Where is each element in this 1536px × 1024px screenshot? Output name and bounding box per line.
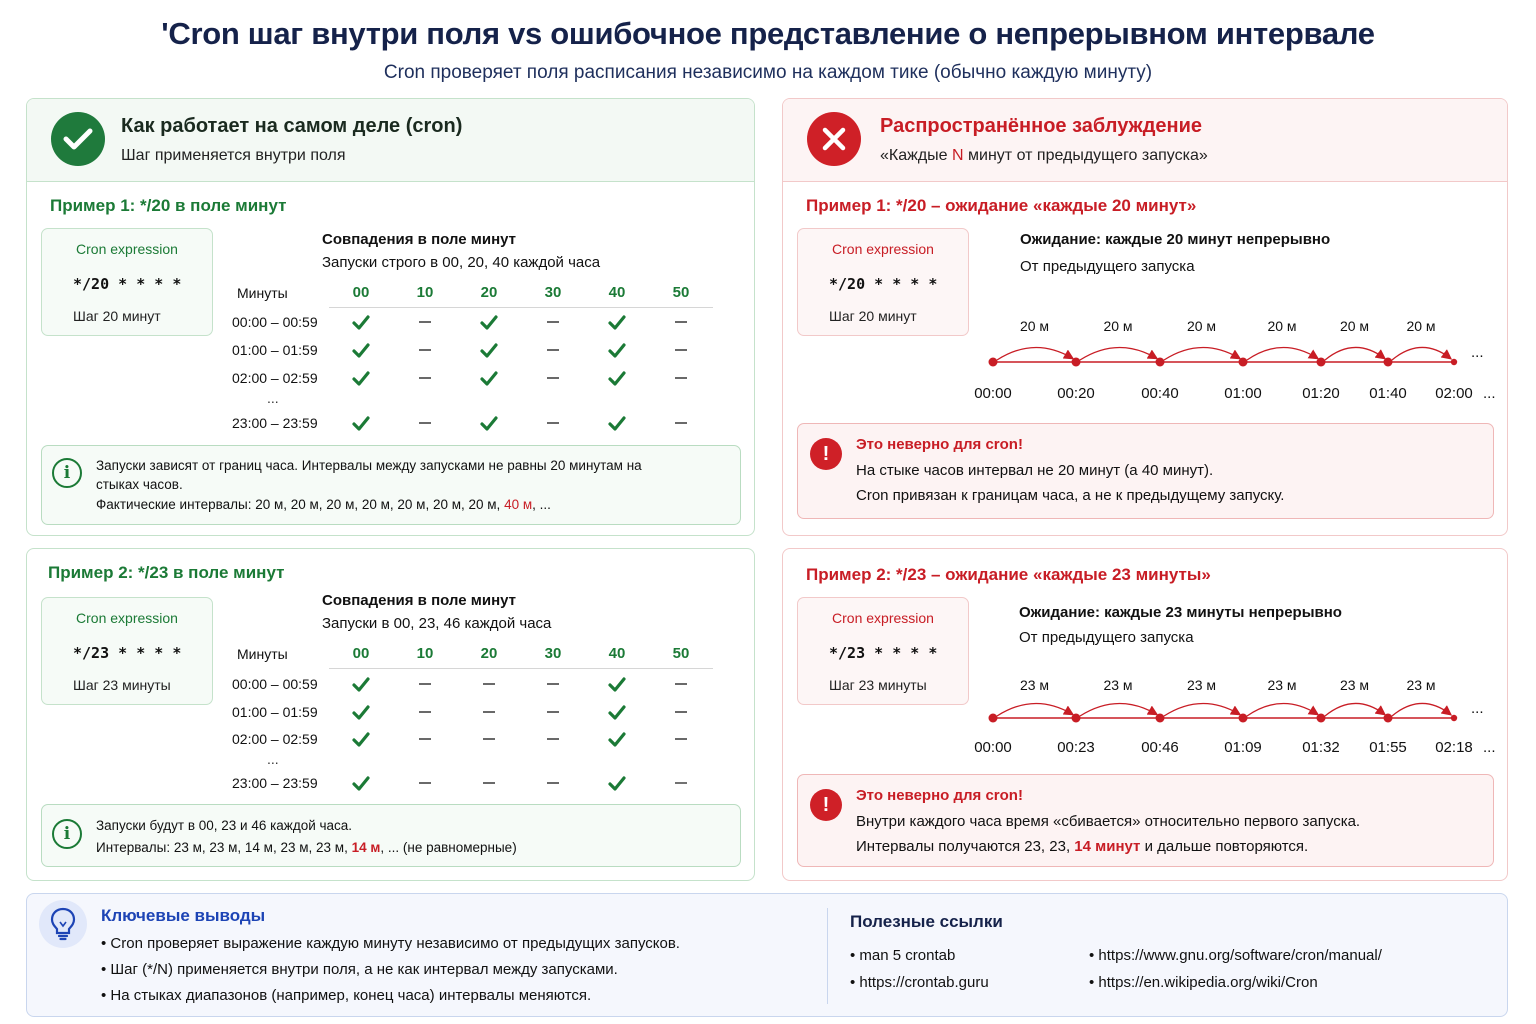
interval-arrow [1392,703,1450,716]
hour-range-label: 23:00 – 23:59 [232,775,318,791]
right-head-sub: минут от предыдущего запуска» [968,147,1208,164]
run-time-label: 00:00 [974,739,1012,756]
interval-arrow [1080,347,1156,360]
expr-code: */20 * * * * [73,275,182,293]
dash-icon [533,730,573,747]
check-icon [341,369,381,386]
dash-icon [405,313,445,330]
warning-title: Это неверно для cron! [856,436,1023,453]
interval-arrow [1164,347,1239,360]
info-line: , ... [532,497,551,512]
n-highlight: N [952,147,964,164]
right-ex2-exp-sub: От предыдущего запуска [1019,629,1194,646]
timeline-svg [783,658,1483,778]
check-icon [469,369,509,386]
check-icon [341,341,381,358]
expr-step: Шаг 20 минут [829,308,917,324]
check-icon [597,414,637,431]
run-point [1072,714,1081,723]
run-time-label: 02:18 [1435,739,1473,756]
left-ex1-info [41,445,741,525]
hour-range-label: 01:00 – 01:59 [232,342,318,358]
check-icon [341,414,381,431]
left-top-panel [26,98,755,536]
expr-label: Cron expression [832,610,934,626]
run-point [1156,714,1165,723]
run-point [1451,359,1457,365]
dash-icon [405,414,445,431]
dash-icon [469,730,509,747]
check-icon [597,341,637,358]
info-line: стыках часов. [96,477,183,492]
check-icon [597,730,637,747]
left-ex2-expr-card [41,597,213,705]
run-time-label: 01:40 [1369,385,1407,402]
run-time-label: 00:46 [1141,739,1179,756]
run-time-label: 02:00 [1435,385,1473,402]
run-point [1239,714,1248,723]
right-ex1-exp-sub: От предыдущего запуска [1020,258,1195,275]
check-icon [469,414,509,431]
link-gnu-cron-manual[interactable]: • https://www.gnu.org/software/cron/manual/ [1089,947,1382,964]
interval-label: 20 м [1267,318,1297,334]
dash-icon [533,414,573,431]
run-time-label: 01:55 [1369,739,1407,756]
interval-label: 23 м [1103,677,1133,693]
interval-arrow [1325,703,1384,716]
minute-col-header: 40 [608,284,626,301]
minute-col-header: 50 [672,284,690,301]
info-line: Интервалы: 23 м, 23 м, 14 м, 23 м, 23 м, [96,840,348,855]
interval-label: 23 м [1186,677,1217,693]
interval-label: 23 м [1339,677,1370,693]
run-point [1156,358,1165,367]
check-icon [341,730,381,747]
dash-icon [469,675,509,692]
warning-title: Это неверно для cron! [856,787,1023,804]
dash-icon [661,774,701,791]
info-line: Запуски будут в 00, 23 и 46 каждой часа. [96,818,353,833]
expr-step: Шаг 20 минут [73,308,161,324]
dash-icon [469,703,509,720]
expr-label: Cron expression [76,241,178,257]
run-point [989,358,998,367]
ellipsis: ... [267,390,279,406]
dash-icon [405,774,445,791]
left-head-title: Как работает на самом деле (cron) [121,115,463,137]
check-icon [597,313,637,330]
expr-step: Шаг 23 минуты [829,677,927,693]
right-top-panel [782,98,1508,536]
dash-icon [661,369,701,386]
hour-range-label: 00:00 – 00:59 [232,314,318,330]
left-ex1-expr-card [41,228,213,336]
footer-title: Ключевые выводы [101,906,266,925]
run-time-label: 01:32 [1302,739,1340,756]
minutes-header: Минуты [237,285,288,301]
check-icon [341,313,381,330]
check-icon [597,369,637,386]
check-icon [597,774,637,791]
run-time-label: 00:23 [1057,739,1095,756]
warning-line: На стыке часов интервал не 20 минут (а 40 минут). [856,462,1214,479]
right-head-title: Распространённое заблуждение [880,115,1203,137]
timeline-more: ... [1471,344,1484,361]
run-point [1384,714,1393,723]
interval-arrow [997,703,1072,716]
minute-col-header: 10 [416,284,434,301]
run-time-label: 00:20 [1057,385,1095,402]
right-header [783,99,1507,182]
minute-col-header: 00 [352,284,370,301]
expr-step: Шаг 23 минуты [73,677,171,693]
left-header [27,99,754,182]
left-ex1-title: Пример 1: */20 в поле минут [50,196,287,215]
check-icon [597,675,637,692]
check-icon [469,341,509,358]
dash-icon [661,414,701,431]
right-head-sub: «Каждые [880,147,948,164]
dash-icon [661,703,701,720]
right-ex2-warning [797,774,1494,867]
table-header-line [329,668,713,669]
warning-line: и дальше повторяются. [1144,838,1309,855]
interval-label: 20 м [1103,318,1133,334]
interval-label: 20 м [1019,318,1050,334]
left-ex1-table-sub: Запуски строго в 00, 20, 40 каждой часа [322,254,601,271]
dash-icon [533,703,573,720]
minute-col-header: 20 [480,645,498,662]
left-ex2-info [41,804,741,867]
link-wikipedia-cron[interactable]: • https://en.wikipedia.org/wiki/Cron [1089,974,1318,991]
footer-divider [827,908,828,1004]
exclamation-icon: ! [810,789,842,821]
left-ex2-title: Пример 2: */23 в поле минут [48,563,285,582]
hour-range-label: 02:00 – 02:59 [232,370,318,386]
interval-arrow [1392,347,1450,360]
cross-circle-icon [807,112,861,166]
dash-icon [405,730,445,747]
footer-panel [26,893,1508,1017]
interval-arrow [1164,703,1239,716]
dash-icon [405,703,445,720]
right-ex2-title: Пример 2: */23 – ожидание «каждые 23 минуты» [806,565,1211,584]
info-red: 14 м [351,840,381,855]
info-line: Фактические интервалы: 20 м, 20 м, 20 м, 20 м, 20 м, 20 м, 20 м, [96,497,501,512]
run-point [1451,715,1457,721]
check-circle-icon [51,112,105,166]
interval-label: 20 м [1186,318,1217,334]
info-icon: i [52,458,82,488]
expr-label: Cron expression [76,610,178,626]
right-bottom-panel [782,548,1508,881]
minute-col-header: 30 [544,645,562,662]
interval-label: 23 м [1019,677,1050,693]
minute-col-header: 50 [672,645,690,662]
link-man-crontab[interactable]: • man 5 crontab [850,947,956,964]
run-point [1317,714,1326,723]
lightbulb-icon [39,900,87,948]
right-ex1-warning [797,423,1494,519]
hour-range-label: 00:00 – 00:59 [232,676,318,692]
info-line: , ... (не равномерные) [380,840,517,855]
table-header-line [329,307,713,308]
interval-label: 23 м [1406,677,1436,693]
warning-red: 14 минут [1074,838,1141,855]
dash-icon [405,369,445,386]
dash-icon [533,341,573,358]
check-icon [341,774,381,791]
links-title: Полезные ссылки [850,912,1003,931]
dash-icon [533,675,573,692]
ellipsis: ... [267,751,279,767]
right-ex1-exp-title: Ожидание: каждые 20 минут непрерывно [1020,231,1331,248]
dash-icon [533,369,573,386]
right-ex1-title: Пример 1: */20 – ожидание «каждые 20 минут» [806,196,1197,215]
left-ex1-table-title: Совпадения в поле минут [322,231,517,248]
run-point [1239,358,1248,367]
run-time-label: 01:00 [1224,385,1262,402]
minutes-header: Минуты [237,646,288,662]
hour-range-label: 23:00 – 23:59 [232,415,318,431]
page-title: 'Cron шаг внутри поля vs ошибочное представление о непрерывном интервале [161,16,1375,51]
warning-line: Внутри каждого часа время «сбивается» относительно первого запуска. [856,813,1361,830]
interval-label: 23 м [1267,677,1297,693]
run-time-label: 01:09 [1224,739,1262,756]
dash-icon [405,341,445,358]
expr-code: */23 * * * * [829,644,938,662]
expr-label: Cron expression [832,241,934,257]
dash-icon [405,675,445,692]
footer-item: • Cron проверяет выражение каждую минуту независимо от предыдущих запусков. [101,935,680,952]
check-icon [469,313,509,330]
check-icon [341,675,381,692]
right-ex2-exp-title: Ожидание: каждые 23 минуты непрерывно [1019,604,1342,621]
warning-line: Cron привязан к границам часа, а не к предыдущему запуску. [856,487,1285,504]
interval-arrow [1325,347,1384,360]
run-point [989,714,998,723]
footer-item: • На стыках диапазонов (например, конец часа) интервалы меняются. [101,987,592,1004]
minute-col-header: 10 [416,645,434,662]
left-ex2-table-sub: Запуски в 00, 23, 46 каждой часа [322,615,552,632]
run-time-label: 01:20 [1302,385,1340,402]
check-icon [597,703,637,720]
info-line: Запуски зависят от границ часа. Интервалы между запусками не равны 20 минутам на [96,458,642,473]
page-subtitle: Cron проверяет поля расписания независимо на каждом тике (обычно каждую минуту) [383,62,1153,83]
minute-col-header: 40 [608,645,626,662]
run-time-label: 00:40 [1141,385,1179,402]
minute-col-header: 20 [480,284,498,301]
info-red: 40 м [504,497,533,512]
dash-icon [533,313,573,330]
hour-range-label: 02:00 – 02:59 [232,731,318,747]
check-icon [341,703,381,720]
expr-code: */23 * * * * [73,644,182,662]
run-point [1317,358,1326,367]
warning-line: Интервалы получаются 23, 23, [856,838,1071,855]
dash-icon [469,774,509,791]
link-crontab-guru[interactable]: • https://crontab.guru [850,974,989,991]
left-head-sub: Шаг применяется внутри поля [121,147,346,164]
footer-item: • Шаг (*/N) применяется внутри поля, а не как интервал между запусками. [101,961,618,978]
interval-arrow [997,347,1072,360]
interval-label: 20 м [1339,318,1370,334]
timeline-more: ... [1483,739,1496,756]
dash-icon [661,675,701,692]
hour-range-label: 01:00 – 01:59 [232,704,318,720]
dash-icon [533,774,573,791]
run-time-label: 00:00 [974,385,1012,402]
dash-icon [661,730,701,747]
run-point [1072,358,1081,367]
dash-icon [661,313,701,330]
minute-col-header: 30 [544,284,562,301]
run-point [1384,358,1393,367]
left-ex2-table-title: Совпадения в поле минут [322,592,517,609]
expr-code: */20 * * * * [829,275,938,293]
interval-arrow [1247,347,1317,360]
interval-arrow [1247,703,1317,716]
exclamation-icon: ! [810,438,842,470]
timeline-more: ... [1483,385,1496,402]
dash-icon [661,341,701,358]
minute-col-header: 00 [352,645,370,662]
left-bottom-panel [26,548,755,881]
interval-arrow [1080,703,1156,716]
timeline-more: ... [1471,700,1484,717]
info-icon: i [52,819,82,849]
interval-label: 20 м [1406,318,1436,334]
